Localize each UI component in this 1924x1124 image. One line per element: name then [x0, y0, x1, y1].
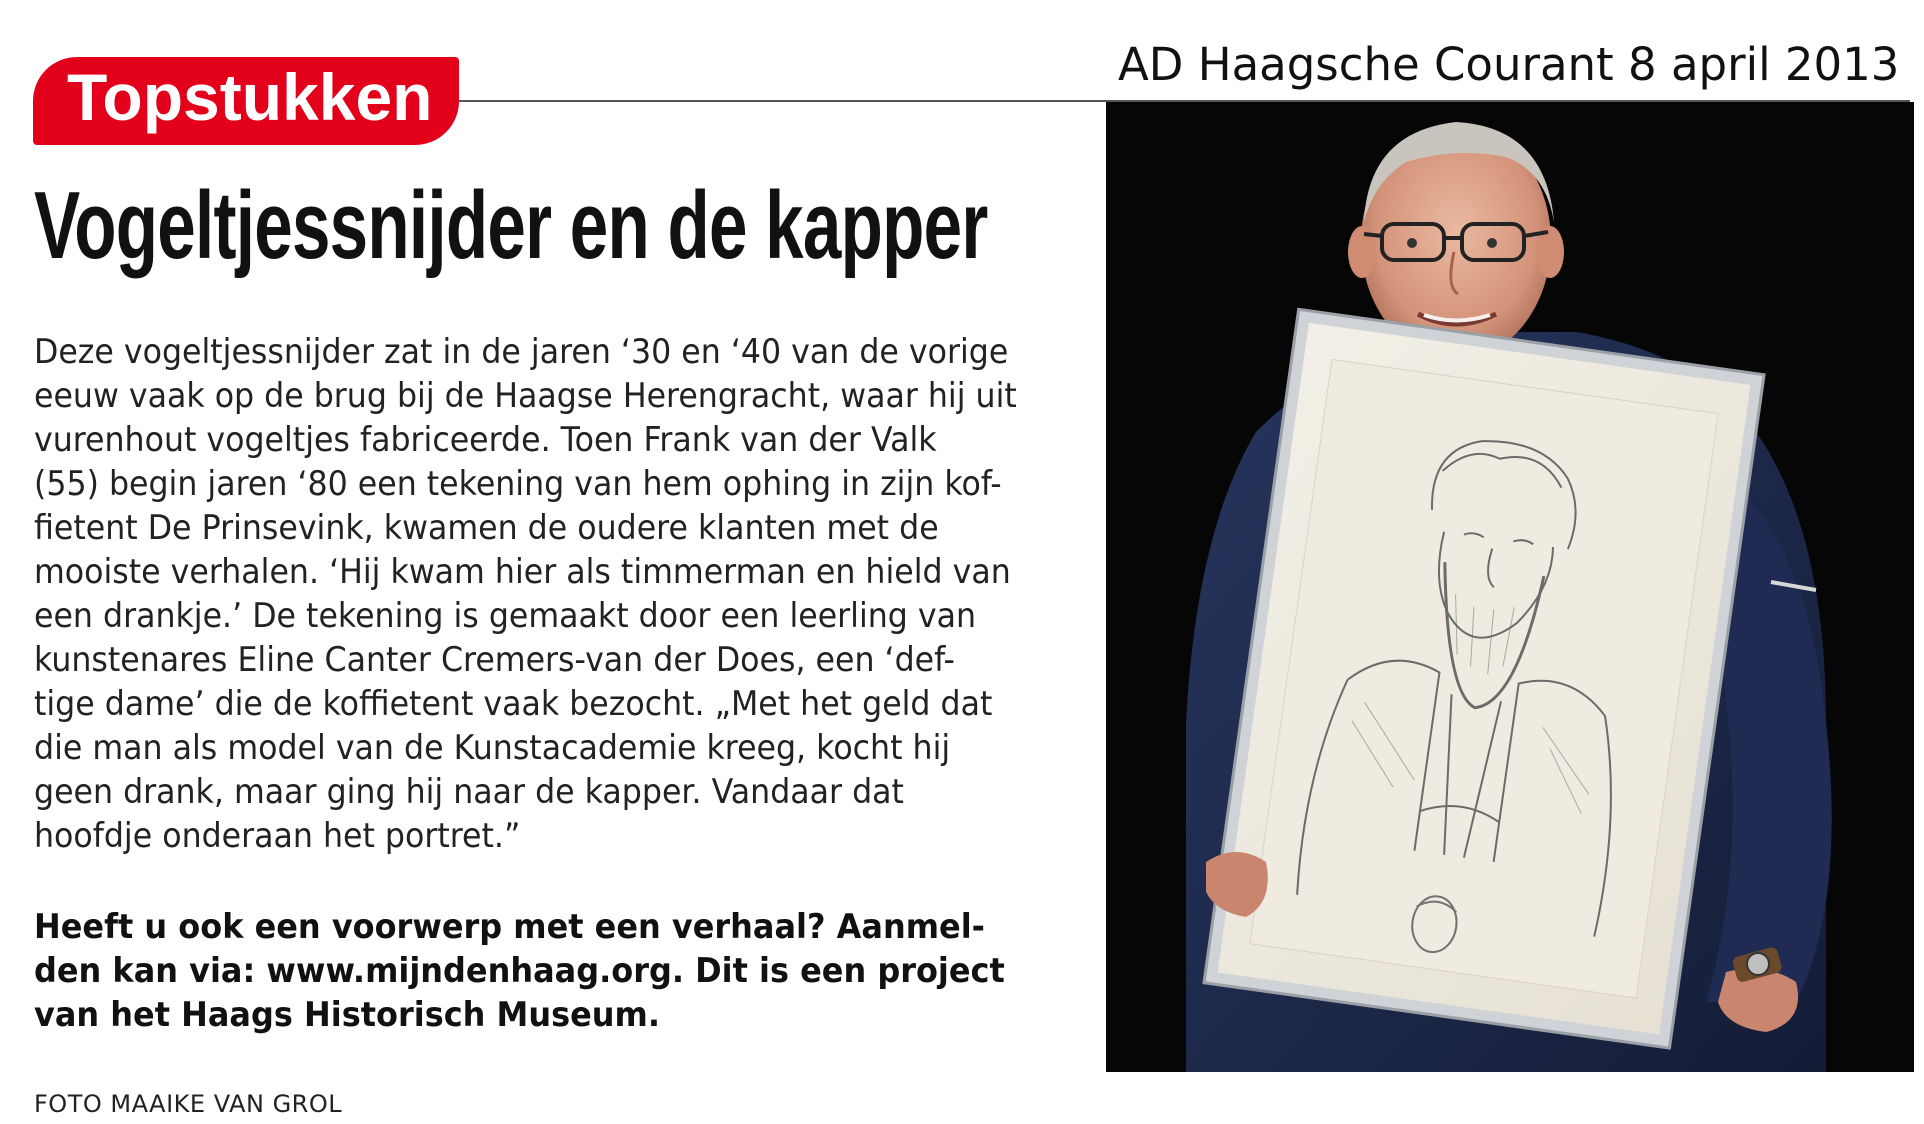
section-label: Topstukken — [67, 60, 433, 134]
body-line: fietent De Prinsevink, kwamen de oudere klanten met de — [34, 508, 939, 548]
body-line: kunstenares Eline Canter Cremers-van der Does, een ‘def- — [34, 640, 955, 680]
body-line: die man als model van de Kunstacademie kreeg, kocht hij — [34, 728, 951, 768]
section-badge — [33, 57, 459, 145]
article-body — [34, 330, 1074, 858]
body-line: Deze vogeltjessnijder zat in de jaren ‘30 en ‘40 van de vorige — [34, 332, 1009, 372]
headline: Vogeltjessnijder en de kapper — [34, 172, 988, 279]
photo-illustration — [1106, 102, 1914, 1072]
photo-credit: FOTO MAAIKE VAN GROL — [34, 1090, 343, 1118]
source-line: AD Haagsche Courant 8 april 2013 — [1118, 38, 1900, 91]
body-line: een drankje.’ De tekening is gemaakt door een leerling van — [34, 596, 977, 636]
body-line: vurenhout vogeltjes fabriceerde. Toen Frank van der Valk — [34, 420, 937, 460]
callout-line: Heeft u ook een voorwerp met een verhaal? Aanmel- — [34, 907, 985, 947]
callout-line: den kan via: www.mijndenhaag.org. Dit is een project — [34, 951, 1005, 991]
body-line: (55) begin jaren ‘80 een tekening van hem ophing in zijn kof- — [34, 464, 1002, 504]
body-line: hoofdje onderaan het portret.” — [34, 816, 521, 856]
body-line: tige dame’ die de koffietent vaak bezocht. „Met het geld dat — [34, 684, 993, 724]
body-line: mooiste verhalen. ‘Hij kwam hier als timmerman en hield van — [34, 552, 1011, 592]
callout-line: van het Haags Historisch Museum. — [34, 995, 661, 1035]
body-line: geen drank, maar ging hij naar de kapper. Vandaar dat — [34, 772, 904, 812]
framed-drawing — [1204, 309, 1764, 1048]
body-line: eeuw vaak op de brug bij de Haagse Herengracht, waar hij uit — [34, 376, 1017, 416]
callout-text — [34, 905, 1074, 1037]
photo — [1106, 102, 1914, 1072]
